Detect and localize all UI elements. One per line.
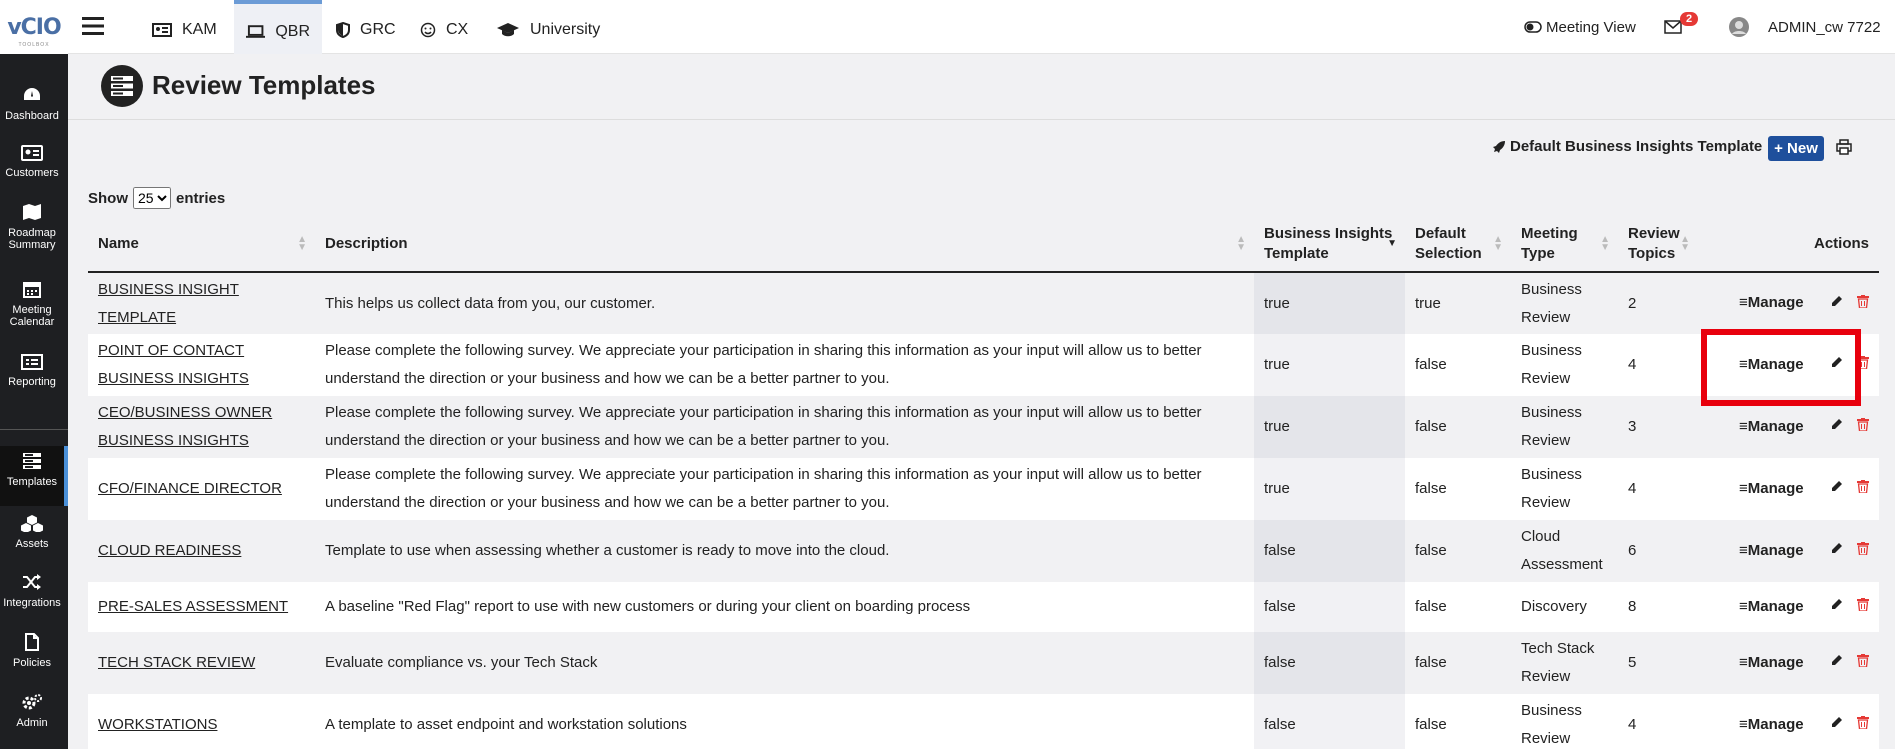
template-name-link[interactable]: POINT OF CONTACT BUSINESS INSIGHTS	[98, 342, 249, 387]
sidebar-item-templates[interactable]	[0, 452, 64, 488]
table-row	[88, 520, 1879, 582]
print-icon	[1836, 139, 1852, 155]
page-header	[68, 54, 1895, 120]
cell-default-selection: false	[1405, 458, 1511, 520]
template-name-link[interactable]: WORKSTATIONS	[98, 716, 218, 733]
pencil-icon	[1830, 418, 1843, 431]
pencil-icon	[1830, 654, 1843, 667]
edit-button[interactable]	[1830, 593, 1843, 621]
sidebar-item-label: Assets	[15, 538, 49, 550]
column-header-actions: Actions	[1698, 216, 1879, 272]
laptop-icon	[246, 25, 265, 39]
entries-label: entries	[176, 189, 226, 207]
edit-button[interactable]	[1830, 711, 1843, 739]
cell-bi-template: false	[1254, 520, 1405, 582]
tab-label: University	[530, 21, 601, 38]
table-header-row	[88, 216, 1879, 272]
table-row	[88, 694, 1879, 749]
cell-meeting-type: Cloud Assessment	[1511, 520, 1618, 582]
cell-review-topics: 4	[1618, 694, 1698, 749]
menu-toggle-button[interactable]	[82, 16, 104, 41]
sort-icon: ▲ ▼	[1236, 233, 1246, 253]
gears-icon	[21, 693, 43, 711]
show-entries-control	[88, 187, 225, 209]
sort-desc-icon: ▼	[1387, 237, 1397, 249]
sidebar-item-dashboard[interactable]	[0, 86, 64, 122]
cell-actions	[1698, 694, 1879, 749]
templates-icon	[101, 65, 143, 107]
default-template-link[interactable]	[1492, 138, 1762, 155]
cell-name	[88, 334, 315, 396]
manage-button[interactable]: ≡Manage	[1739, 715, 1804, 733]
sidebar-item-label: Reporting	[8, 376, 56, 388]
table-row	[88, 632, 1879, 694]
cell-bi-template: true	[1254, 458, 1405, 520]
meeting-view-label: Meeting View	[1546, 18, 1636, 36]
edit-button[interactable]	[1830, 351, 1843, 379]
sidebar-item-label: Meeting Calendar	[9, 304, 55, 328]
edit-button[interactable]	[1830, 537, 1843, 565]
sidebar-item-label: Admin	[16, 717, 48, 729]
cell-description: A template to asset endpoint and workstation solutions	[315, 694, 1254, 749]
dashboard-icon	[22, 86, 42, 104]
mail-count-badge: 2	[1680, 12, 1698, 26]
cell-meeting-type: Tech Stack Review	[1511, 632, 1618, 694]
logo[interactable]	[0, 0, 68, 54]
manage-button[interactable]: ≡Manage	[1739, 653, 1804, 671]
cell-review-topics: 5	[1618, 632, 1698, 694]
cell-actions	[1698, 582, 1879, 632]
manage-button[interactable]: ≡Manage	[1739, 417, 1804, 435]
manage-button[interactable]: ≡Manage	[1739, 541, 1804, 559]
shuffle-icon	[22, 573, 42, 591]
sidebar-item-label: Policies	[13, 657, 51, 669]
cell-name	[88, 632, 315, 694]
delete-button[interactable]	[1857, 537, 1869, 565]
cell-default-selection: false	[1405, 396, 1511, 458]
cell-actions	[1698, 272, 1879, 334]
template-name-link[interactable]: CFO/FINANCE DIRECTOR	[98, 480, 282, 497]
tab-kam[interactable]	[140, 0, 229, 54]
cell-name	[88, 582, 315, 632]
manage-button[interactable]: ≡Manage	[1739, 355, 1804, 373]
logo-text: vCIO	[7, 14, 61, 40]
column-header-description[interactable]: Description ▲ ▼	[315, 216, 1254, 272]
edit-button[interactable]	[1830, 649, 1843, 677]
cell-name	[88, 458, 315, 520]
sidebar-item-integrations[interactable]	[0, 573, 64, 609]
templates-table	[88, 216, 1879, 749]
trash-icon	[1857, 598, 1869, 611]
cell-description: Evaluate compliance vs. your Tech Stack	[315, 632, 1254, 694]
column-header-name[interactable]: Name ▲ ▼	[88, 216, 315, 272]
column-header-meeting-type[interactable]: Meeting Type ▲ ▼	[1511, 216, 1618, 272]
tab-label: KAM	[182, 21, 217, 38]
template-name-link[interactable]: CLOUD READINESS	[98, 542, 242, 559]
sidebar-item-customers[interactable]	[0, 145, 64, 179]
trash-icon	[1857, 716, 1869, 729]
cell-description: This helps us collect data from you, our customer.	[315, 272, 1254, 334]
rocket-icon	[1492, 140, 1506, 154]
mail-button[interactable]	[1664, 0, 1704, 54]
template-name-link[interactable]: CEO/BUSINESS OWNER BUSINESS INSIGHTS	[98, 404, 273, 449]
meeting-view-toggle[interactable]	[1524, 0, 1636, 54]
template-name-link[interactable]: TECH STACK REVIEW	[98, 654, 256, 671]
cell-meeting-type: Business Review	[1511, 458, 1618, 520]
sidebar-item-label: Dashboard	[5, 110, 59, 122]
toggle-icon	[1524, 21, 1542, 33]
cell-bi-template: true	[1254, 334, 1405, 396]
cell-review-topics: 2	[1618, 272, 1698, 334]
cell-meeting-type: Business Review	[1511, 694, 1618, 749]
cell-description: Please complete the following survey. We appreciate your participation in sharing this information as your input will allow us to better understand the direction or your business and how we can be a better partner to you.	[315, 458, 1254, 520]
user-menu[interactable]	[1728, 0, 1881, 54]
column-header-default-selection[interactable]: Default Selection ▲ ▼	[1405, 216, 1511, 272]
avatar	[1728, 16, 1750, 38]
tab-label: GRC	[360, 21, 396, 38]
sort-icon: ▲ ▼	[1600, 233, 1610, 253]
delete-button[interactable]	[1857, 413, 1869, 441]
cell-default-selection: false	[1405, 334, 1511, 396]
cell-bi-template: false	[1254, 632, 1405, 694]
sidebar-item-reporting[interactable]	[0, 354, 64, 388]
new-template-button[interactable]: + New	[1768, 136, 1824, 161]
trash-icon	[1857, 418, 1869, 431]
show-label: Show	[88, 189, 128, 207]
default-template-label: Default Business Insights Template	[1510, 138, 1763, 155]
template-name-link[interactable]: PRE-SALES ASSESSMENT	[98, 598, 289, 615]
cell-meeting-type: Business Review	[1511, 334, 1618, 396]
tab-qbr[interactable]	[234, 0, 322, 54]
sidebar-item-roadmap-summary[interactable]	[0, 203, 64, 251]
pencil-icon	[1830, 598, 1843, 611]
trash-icon	[1857, 542, 1869, 555]
top-navigation	[68, 0, 1895, 54]
sidebar-item-policies[interactable]	[0, 633, 64, 669]
sidebar-item-meeting-calendar[interactable]	[0, 280, 64, 328]
page-title: Review Templates	[152, 70, 376, 100]
cell-name	[88, 396, 315, 458]
cell-review-topics: 4	[1618, 458, 1698, 520]
cell-description: Please complete the following survey. We appreciate your participation in sharing this information as your input will allow us to better understand the direction or your business and how we can be a better partner to you.	[315, 334, 1254, 396]
sidebar-item-label: Customers	[5, 167, 59, 179]
map-icon	[22, 203, 42, 221]
graduation-cap-icon	[496, 22, 520, 38]
cell-meeting-type: Discovery	[1511, 582, 1618, 632]
manage-button[interactable]: ≡Manage	[1739, 479, 1804, 497]
cell-review-topics: 4	[1618, 334, 1698, 396]
sidebar-item-label: Templates	[6, 476, 58, 488]
cell-actions	[1698, 334, 1879, 396]
id-card-icon	[152, 23, 172, 37]
column-header-bi-template[interactable]: Business Insights Template ▼	[1254, 216, 1405, 272]
cell-bi-template: false	[1254, 694, 1405, 749]
trash-icon	[1857, 654, 1869, 667]
cell-name	[88, 520, 315, 582]
sidebar-item-admin[interactable]	[0, 693, 64, 729]
cell-actions	[1698, 520, 1879, 582]
edit-button[interactable]	[1830, 413, 1843, 441]
table-row	[88, 334, 1879, 396]
cell-bi-template: true	[1254, 272, 1405, 334]
delete-button[interactable]	[1857, 290, 1869, 318]
cell-default-selection: false	[1405, 582, 1511, 632]
cell-description: Please complete the following survey. We appreciate your participation in sharing this information as your input will allow us to better understand the direction or your business and how we can be a better partner to you.	[315, 396, 1254, 458]
edit-button[interactable]	[1830, 290, 1843, 318]
trash-icon	[1857, 480, 1869, 493]
table-row	[88, 458, 1879, 520]
cell-default-selection: false	[1405, 520, 1511, 582]
pencil-icon	[1830, 295, 1843, 308]
sidebar-divider	[0, 429, 68, 430]
shield-icon	[336, 22, 350, 38]
cubes-icon	[20, 514, 44, 532]
edit-button[interactable]	[1830, 475, 1843, 503]
report-icon	[21, 354, 43, 370]
cell-meeting-type: Business Review	[1511, 396, 1618, 458]
cell-description: Template to use when assessing whether a customer is ready to move into the cloud.	[315, 520, 1254, 582]
calendar-icon	[23, 280, 41, 298]
tab-label: CX	[446, 21, 469, 38]
sidebar-item-assets[interactable]	[0, 514, 64, 550]
cell-actions	[1698, 396, 1879, 458]
sidebar-item-label: Roadmap Summary	[8, 227, 56, 251]
tab-cx[interactable]	[408, 0, 480, 54]
column-header-review-topics[interactable]: Review Topics ▲ ▼	[1618, 216, 1698, 272]
file-icon	[24, 633, 40, 651]
hamburger-icon	[82, 16, 104, 36]
sidebar	[0, 0, 68, 749]
cell-review-topics: 3	[1618, 396, 1698, 458]
delete-button[interactable]	[1857, 351, 1869, 379]
manage-button[interactable]: ≡Manage	[1739, 294, 1804, 312]
cell-default-selection: false	[1405, 632, 1511, 694]
table-row	[88, 582, 1879, 632]
sort-icon: ▲ ▼	[297, 233, 307, 253]
pencil-icon	[1830, 716, 1843, 729]
smile-icon	[420, 22, 436, 38]
cell-bi-template: true	[1254, 396, 1405, 458]
cell-description: A baseline "Red Flag" report to use with new customers or during your client on boarding process	[315, 582, 1254, 632]
cell-meeting-type: Business Review	[1511, 272, 1618, 334]
cell-name	[88, 694, 315, 749]
delete-button[interactable]	[1857, 649, 1869, 677]
print-button[interactable]	[1836, 139, 1852, 160]
cell-default-selection: false	[1405, 694, 1511, 749]
pencil-icon	[1830, 356, 1843, 369]
templates-icon	[22, 452, 42, 470]
cell-bi-template: false	[1254, 582, 1405, 632]
trash-icon	[1857, 356, 1869, 369]
pencil-icon	[1830, 480, 1843, 493]
logo-subtext: TOOLBOX	[18, 42, 50, 48]
entries-per-page-select[interactable]	[133, 187, 171, 209]
cell-default-selection: true	[1405, 272, 1511, 334]
template-name-link[interactable]: BUSINESS INSIGHT TEMPLATE	[98, 280, 239, 326]
manage-button[interactable]: ≡Manage	[1739, 597, 1804, 615]
envelope-icon	[1664, 20, 1682, 34]
tab-university[interactable]	[484, 0, 612, 54]
delete-button[interactable]	[1857, 593, 1869, 621]
delete-button[interactable]	[1857, 711, 1869, 739]
table-row	[88, 272, 1879, 334]
user-name: ADMIN_cw 7722	[1768, 18, 1881, 36]
tab-grc[interactable]	[324, 0, 408, 54]
sort-icon: ▲ ▼	[1493, 233, 1503, 253]
table-row	[88, 396, 1879, 458]
delete-button[interactable]	[1857, 475, 1869, 503]
trash-icon	[1857, 295, 1869, 308]
sidebar-item-label: Integrations	[3, 597, 61, 609]
pencil-icon	[1830, 542, 1843, 555]
cell-review-topics: 6	[1618, 520, 1698, 582]
id-card-icon	[21, 145, 43, 161]
cell-review-topics: 8	[1618, 582, 1698, 632]
tab-label: QBR	[275, 23, 310, 40]
cell-actions	[1698, 632, 1879, 694]
cell-actions	[1698, 458, 1879, 520]
sort-icon: ▲ ▼	[1680, 233, 1690, 253]
sidebar-active-indicator	[64, 446, 68, 506]
cell-name	[88, 272, 315, 334]
